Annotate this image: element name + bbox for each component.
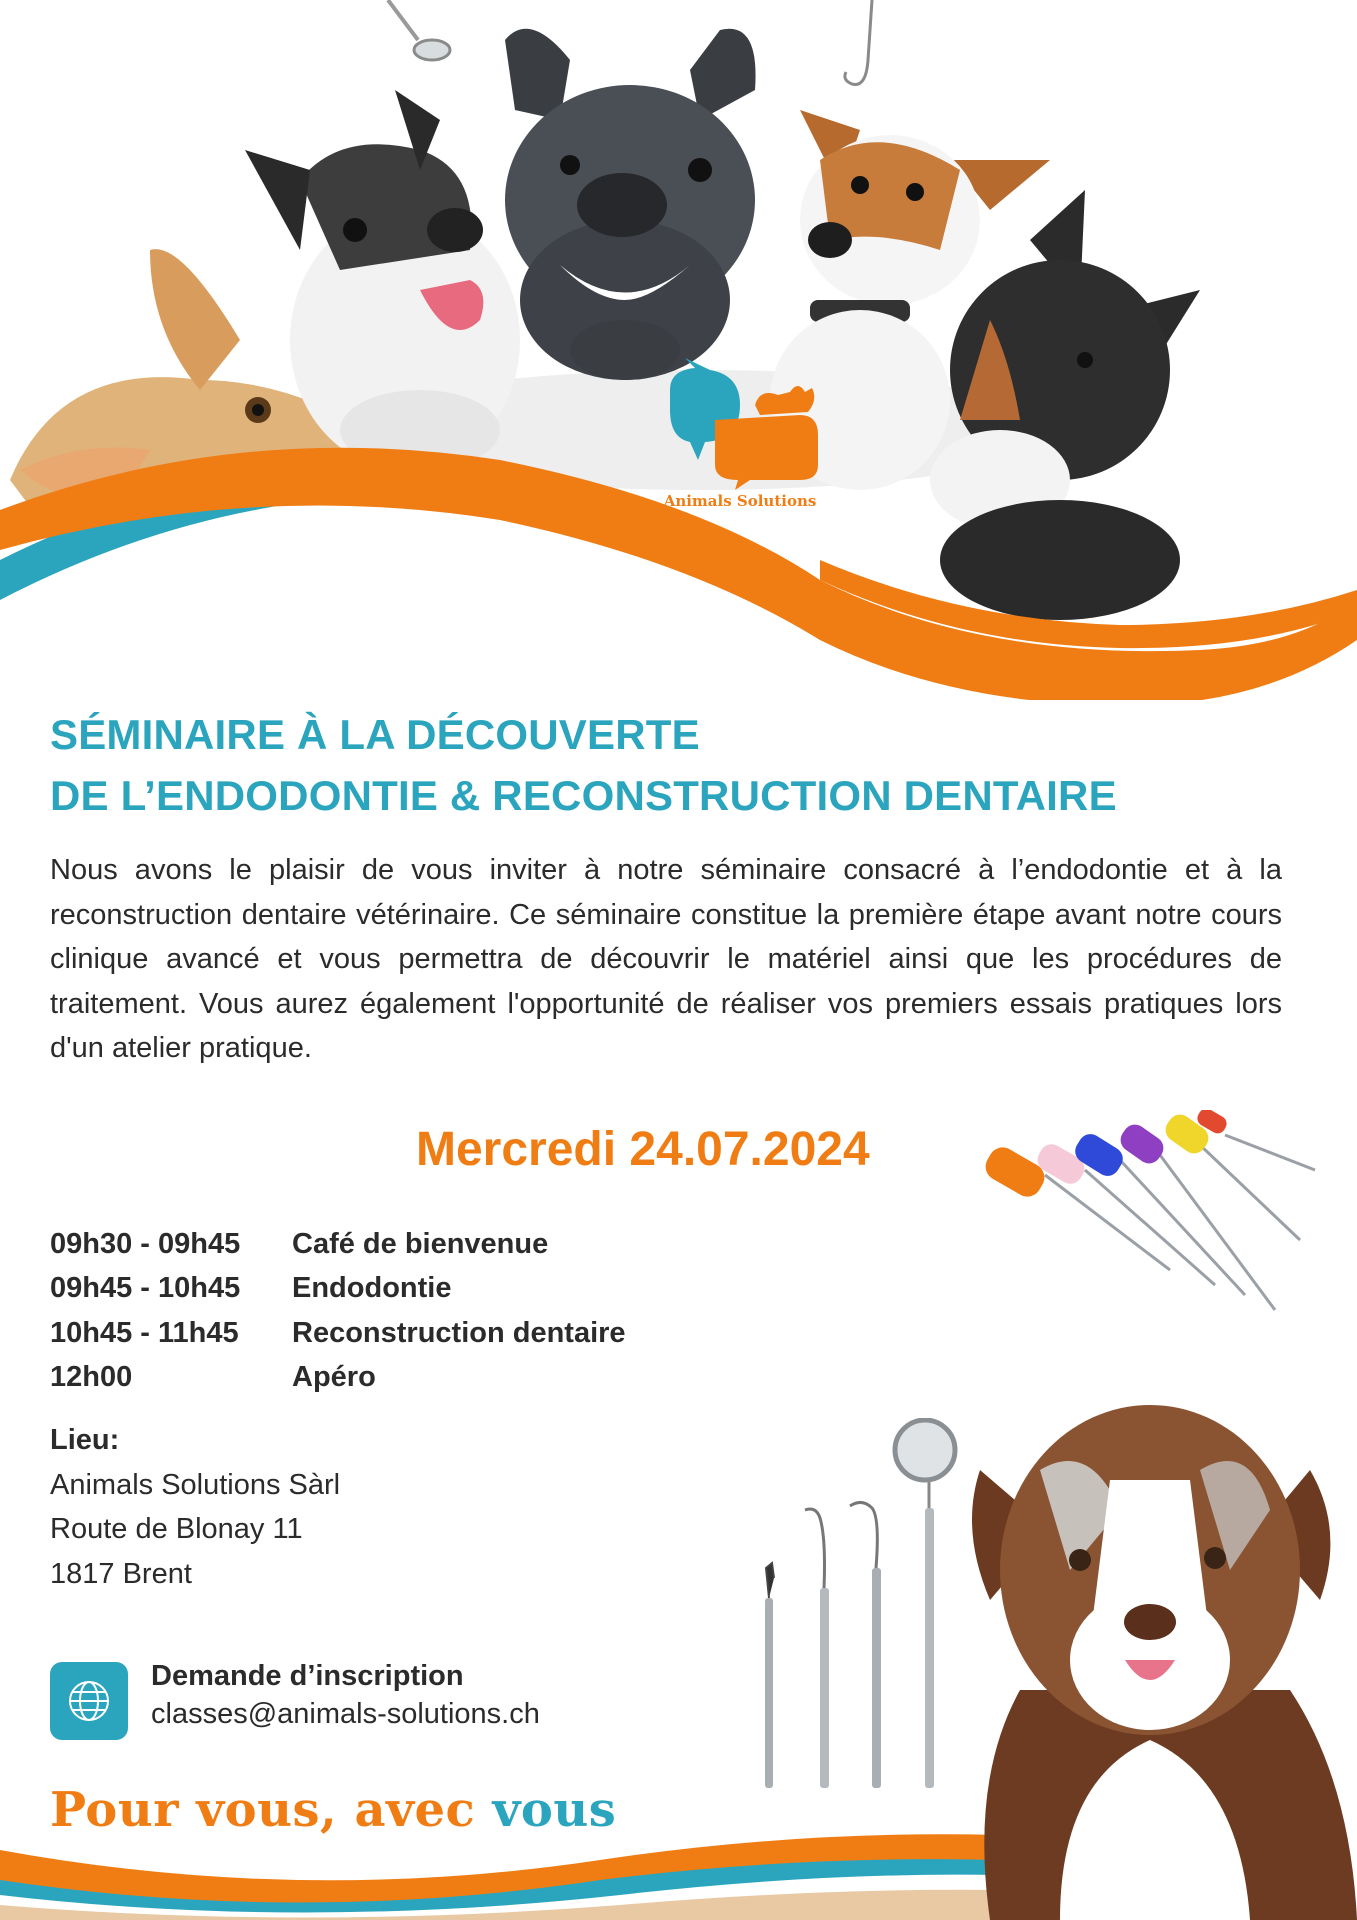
australian-shepherd-puppy-image xyxy=(950,1360,1357,1920)
globe-icon xyxy=(50,1662,128,1740)
brand-logo xyxy=(640,350,840,520)
logo-text: Animals Solutions xyxy=(663,492,817,510)
schedule-row xyxy=(50,1311,750,1356)
registration-email-link[interactable]: classes@animals-solutions.ch xyxy=(151,1698,540,1730)
registration-title: Demande d’inscription xyxy=(151,1660,464,1692)
contact-block xyxy=(50,1660,750,1740)
title-line-1: SÉMINAIRE À LA DÉCOUVERTE xyxy=(50,711,700,758)
title-line-2: DE L’ENDODONTIE & RECONSTRUCTION DENTAIRE xyxy=(50,772,1117,819)
slogan-part-1: Pour vous, xyxy=(50,1782,355,1838)
slogan-part-2: avec xyxy=(354,1782,493,1838)
endodontic-files-image xyxy=(975,1110,1325,1325)
schedule xyxy=(50,1222,750,1400)
location-line-1: Animals Solutions Sàrl xyxy=(50,1468,341,1501)
schedule-time: 09h30 - 09h45 xyxy=(50,1227,241,1260)
event-date: Mercredi 24.07.2024 xyxy=(416,1123,870,1176)
slogan xyxy=(50,1782,616,1838)
schedule-label: Apéro xyxy=(292,1361,376,1394)
schedule-label: Café de bienvenue xyxy=(292,1227,549,1260)
speech-bubbles-icon xyxy=(640,350,840,495)
bulldog-image xyxy=(505,29,756,380)
schedule-row xyxy=(50,1222,750,1267)
intro-paragraph: Nous avons le plaisir de vous inviter à notre séminaire consacré à l’endodontie et à la reconstruction dentaire vétérinaire. Ce séminaire constitue la première étape avant notre cours clinique avancé et vous permettra de découvrir le matériel ainsi que les procédures de traitement. Vous aurez également l'opportunité de réaliser vos premiers essais pratiques lors d'un atelier pratique. xyxy=(50,854,1282,1064)
hero-illustration xyxy=(0,0,1357,700)
schedule-row xyxy=(50,1356,750,1401)
schedule-row xyxy=(50,1267,750,1312)
schedule-label: Reconstruction dentaire xyxy=(292,1316,626,1349)
schedule-time: 12h00 xyxy=(50,1361,133,1394)
location-line-2: Route de Blonay 11 xyxy=(50,1513,303,1545)
slogan-part-3: vous xyxy=(492,1782,617,1838)
schedule-time: 10h45 - 11h45 xyxy=(50,1316,239,1349)
dental-instruments-image xyxy=(750,1418,975,1790)
location-line-3: 1817 Brent xyxy=(50,1557,192,1590)
schedule-label: Endodontie xyxy=(292,1272,452,1305)
schedule-time: 09h45 - 10h45 xyxy=(50,1272,241,1305)
location-block xyxy=(50,1418,650,1596)
page-title xyxy=(50,704,1310,826)
location-heading: Lieu: xyxy=(50,1424,120,1456)
